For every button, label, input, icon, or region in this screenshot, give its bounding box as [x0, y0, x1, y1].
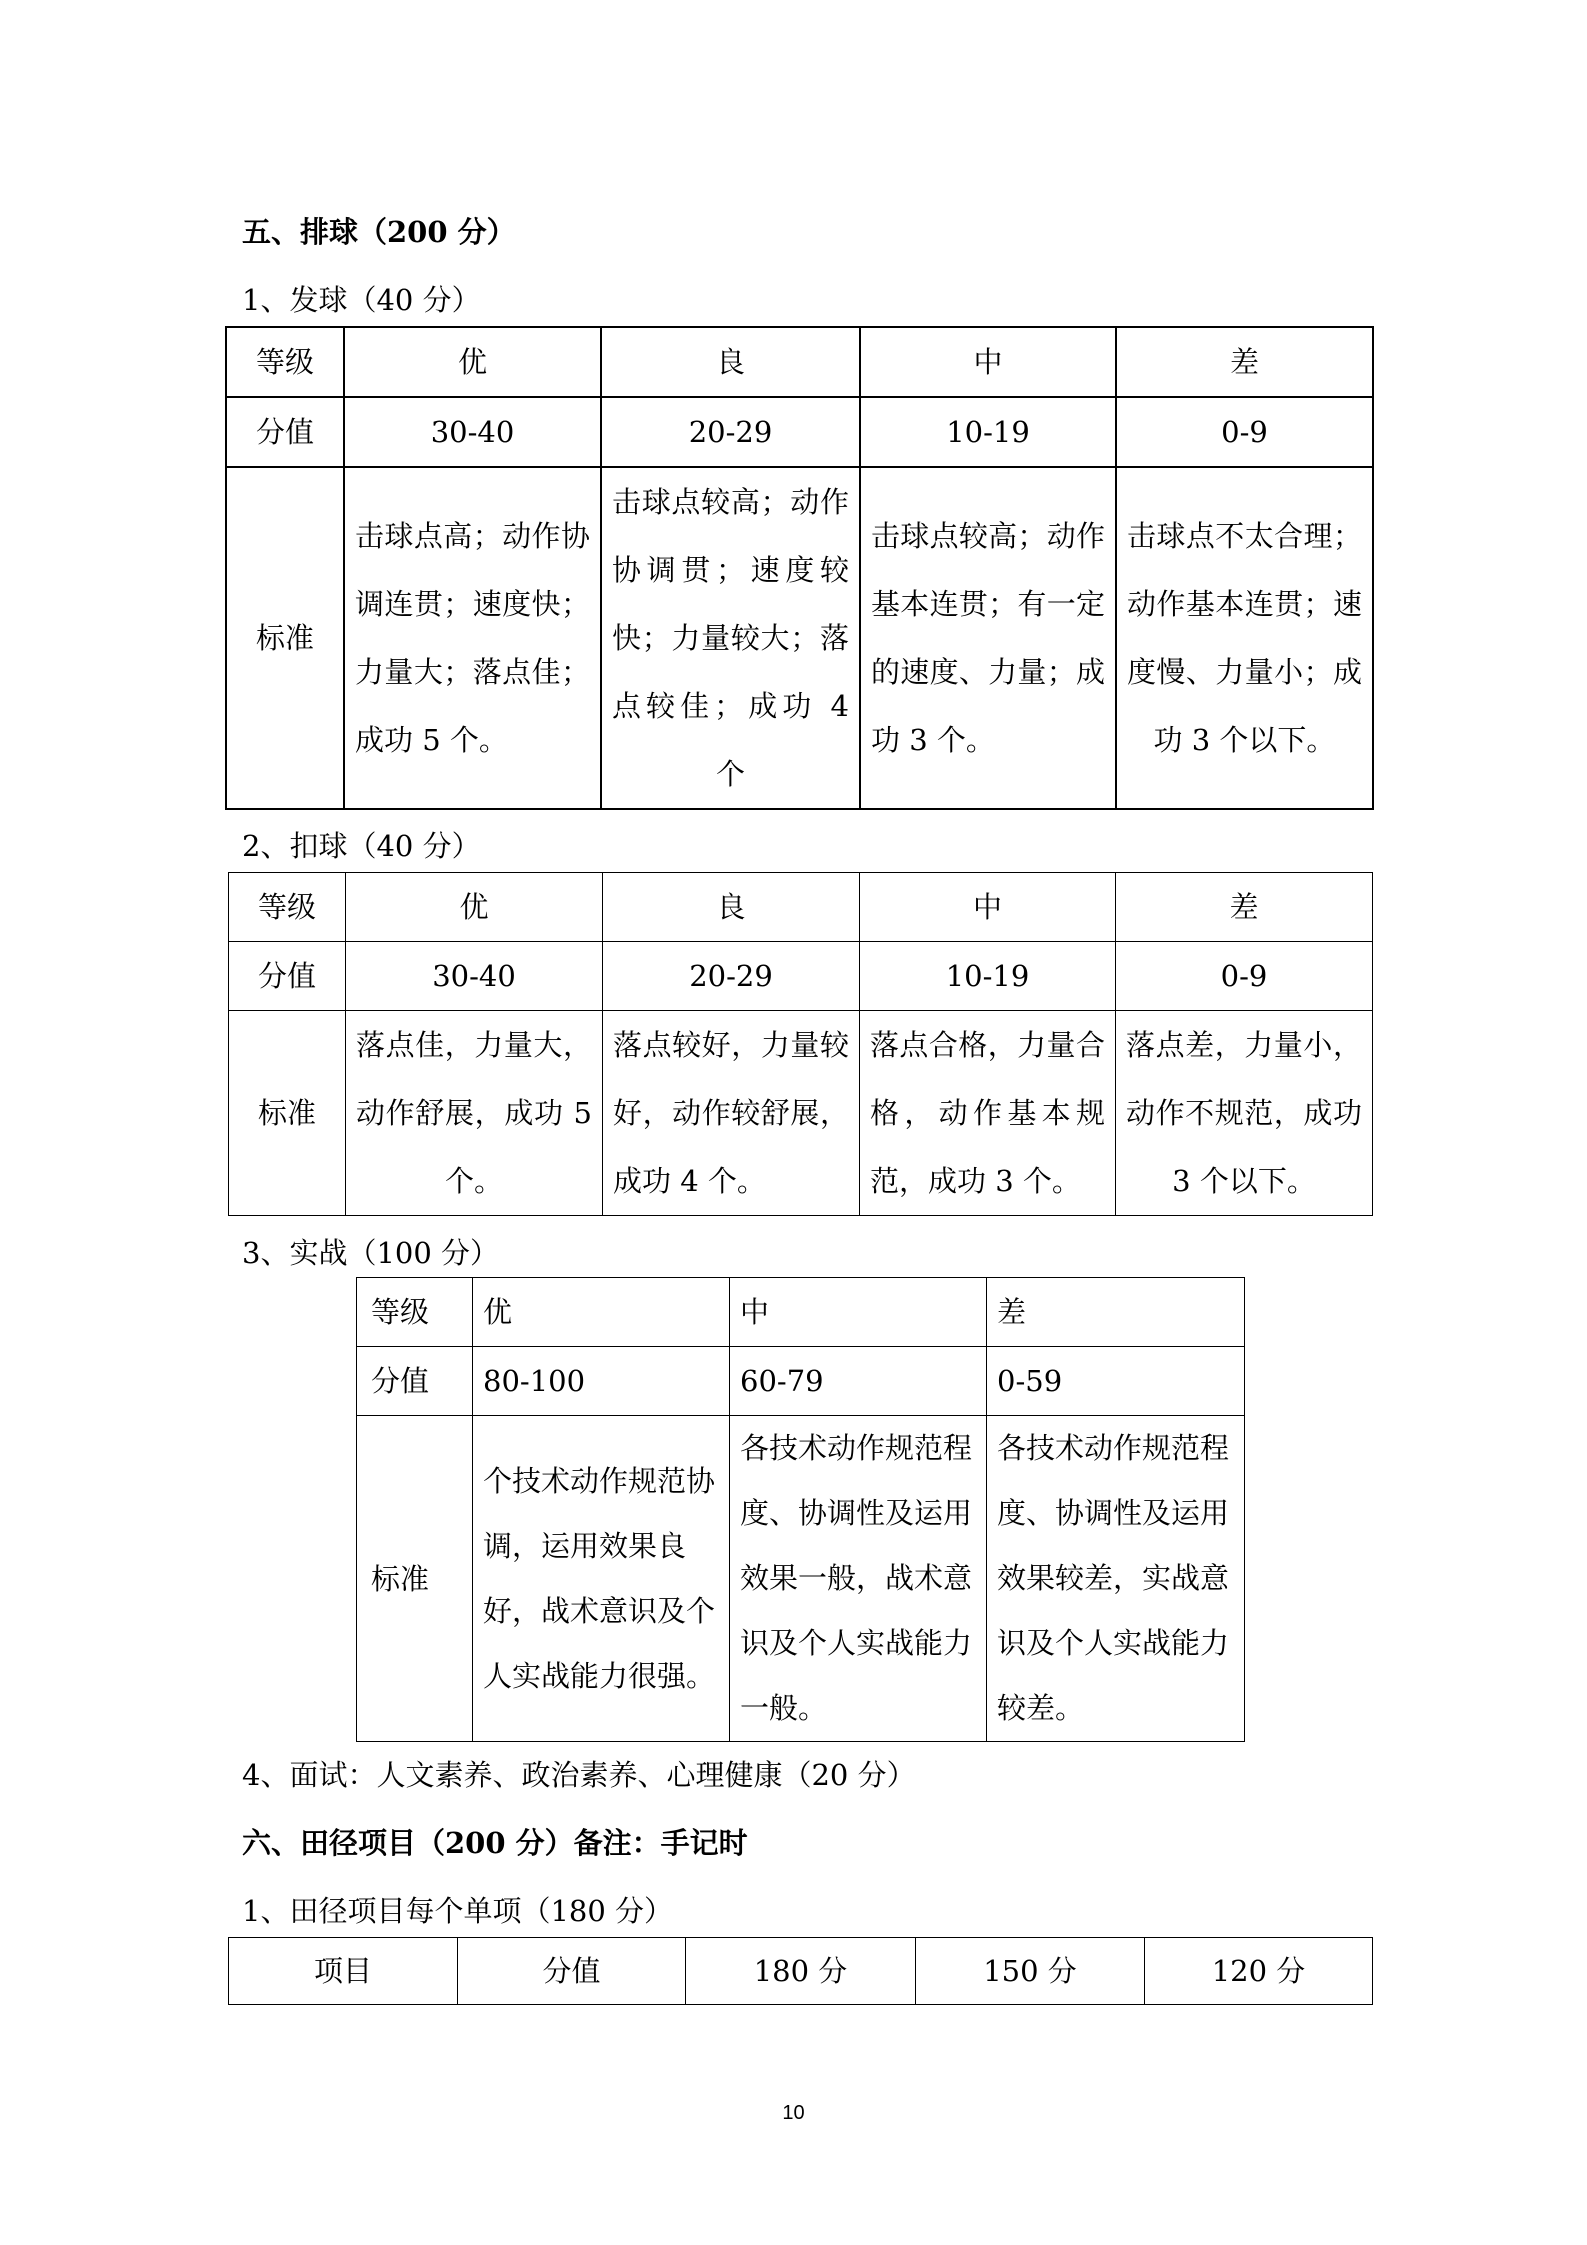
standard-cell: 落点佳，力量大，动作舒展，成功 5 个。 — [346, 1011, 603, 1216]
track-table — [228, 1937, 1373, 2005]
table-row — [357, 1416, 1245, 1742]
header-cell: 中 — [860, 873, 1116, 942]
standard-label: 标准 — [357, 1416, 473, 1742]
header-cell: 优 — [473, 1278, 730, 1347]
score-cell: 0-9 — [1116, 397, 1373, 467]
header-cell: 项目 — [229, 1938, 458, 2005]
header-cell: 中 — [860, 327, 1116, 397]
header-cell: 150 分 — [916, 1938, 1145, 2005]
score-cell: 分值 — [229, 942, 346, 1011]
section-title-track: 六、田径项目（200 分）备注：手记时 — [242, 1826, 748, 1860]
table-row — [226, 397, 1373, 467]
page-number: 10 — [782, 2102, 805, 2124]
standard-cell: 击球点不太合理；动作基本连贯；速度慢、力量小；成功 3 个以下。 — [1116, 467, 1373, 809]
table-row — [226, 467, 1373, 809]
spike-title: 2、扣球（40 分） — [242, 829, 481, 863]
standard-cell: 落点合格，力量合格，动作基本规范，成功 3 个。 — [860, 1011, 1116, 1216]
score-cell: 10-19 — [860, 942, 1116, 1011]
match-table — [356, 1277, 1245, 1742]
interview-line: 4、面试：人文素养、政治素养、心理健康（20 分） — [242, 1758, 916, 1792]
score-cell: 0-59 — [987, 1347, 1245, 1416]
standard-cell: 击球点较高；动作基本连贯；有一定的速度、力量；成功 3 个。 — [860, 467, 1116, 809]
match-title: 3、实战（100 分） — [242, 1236, 500, 1270]
standard-cell: 落点较好，力量较好，动作较舒展，成功 4 个。 — [603, 1011, 860, 1216]
header-cell: 分值 — [458, 1938, 686, 2005]
header-cell: 120 分 — [1145, 1938, 1373, 2005]
header-cell: 良 — [601, 327, 860, 397]
table-row — [226, 327, 1373, 397]
standard-cell: 击球点高；动作协调连贯；速度快；力量大；落点佳；成功 5 个。 — [344, 467, 601, 809]
score-cell: 60-79 — [730, 1347, 987, 1416]
table-row — [357, 1347, 1245, 1416]
score-cell: 20-29 — [601, 397, 860, 467]
track-subtitle: 1、田径项目每个单项（180 分） — [242, 1894, 674, 1928]
score-cell: 10-19 — [860, 397, 1116, 467]
header-cell: 差 — [1116, 873, 1373, 942]
table-row — [229, 1011, 1373, 1216]
score-cell: 分值 — [226, 397, 344, 467]
table-row — [229, 1938, 1373, 2005]
header-cell: 等级 — [226, 327, 344, 397]
serve-title: 1、发球（40 分） — [242, 283, 481, 317]
header-cell: 中 — [730, 1278, 987, 1347]
standard-cell: 落点差，力量小，动作不规范，成功 3 个以下。 — [1116, 1011, 1373, 1216]
score-cell: 分值 — [357, 1347, 473, 1416]
table-row — [229, 873, 1373, 942]
score-cell: 20-29 — [603, 942, 860, 1011]
score-cell: 30-40 — [344, 397, 601, 467]
score-cell: 80-100 — [473, 1347, 730, 1416]
standard-cell: 各技术动作规范程度、协调性及运用效果较差，实战意识及个人实战能力较差。 — [987, 1416, 1245, 1742]
standard-label: 标准 — [226, 467, 344, 809]
section-title-volleyball: 五、排球（200 分） — [242, 215, 516, 249]
score-cell: 0-9 — [1116, 942, 1373, 1011]
header-cell: 优 — [346, 873, 603, 942]
header-cell: 良 — [603, 873, 860, 942]
score-cell: 30-40 — [346, 942, 603, 1011]
serve-table — [225, 326, 1374, 810]
header-cell: 优 — [344, 327, 601, 397]
standard-label: 标准 — [229, 1011, 346, 1216]
spike-table — [228, 872, 1373, 1216]
standard-cell: 各技术动作规范程度、协调性及运用效果一般，战术意识及个人实战能力一般。 — [730, 1416, 987, 1742]
standard-cell: 击球点较高；动作协调贯；速度较快；力量较大；落点较佳；成功 4 个 — [601, 467, 860, 809]
header-cell: 等级 — [357, 1278, 473, 1347]
header-cell: 差 — [1116, 327, 1373, 397]
table-row — [357, 1278, 1245, 1347]
table-row — [229, 942, 1373, 1011]
header-cell: 等级 — [229, 873, 346, 942]
header-cell: 180 分 — [686, 1938, 916, 2005]
header-cell: 差 — [987, 1278, 1245, 1347]
standard-cell: 个技术动作规范协调，运用效果良好，战术意识及个人实战能力很强。 — [473, 1416, 730, 1742]
